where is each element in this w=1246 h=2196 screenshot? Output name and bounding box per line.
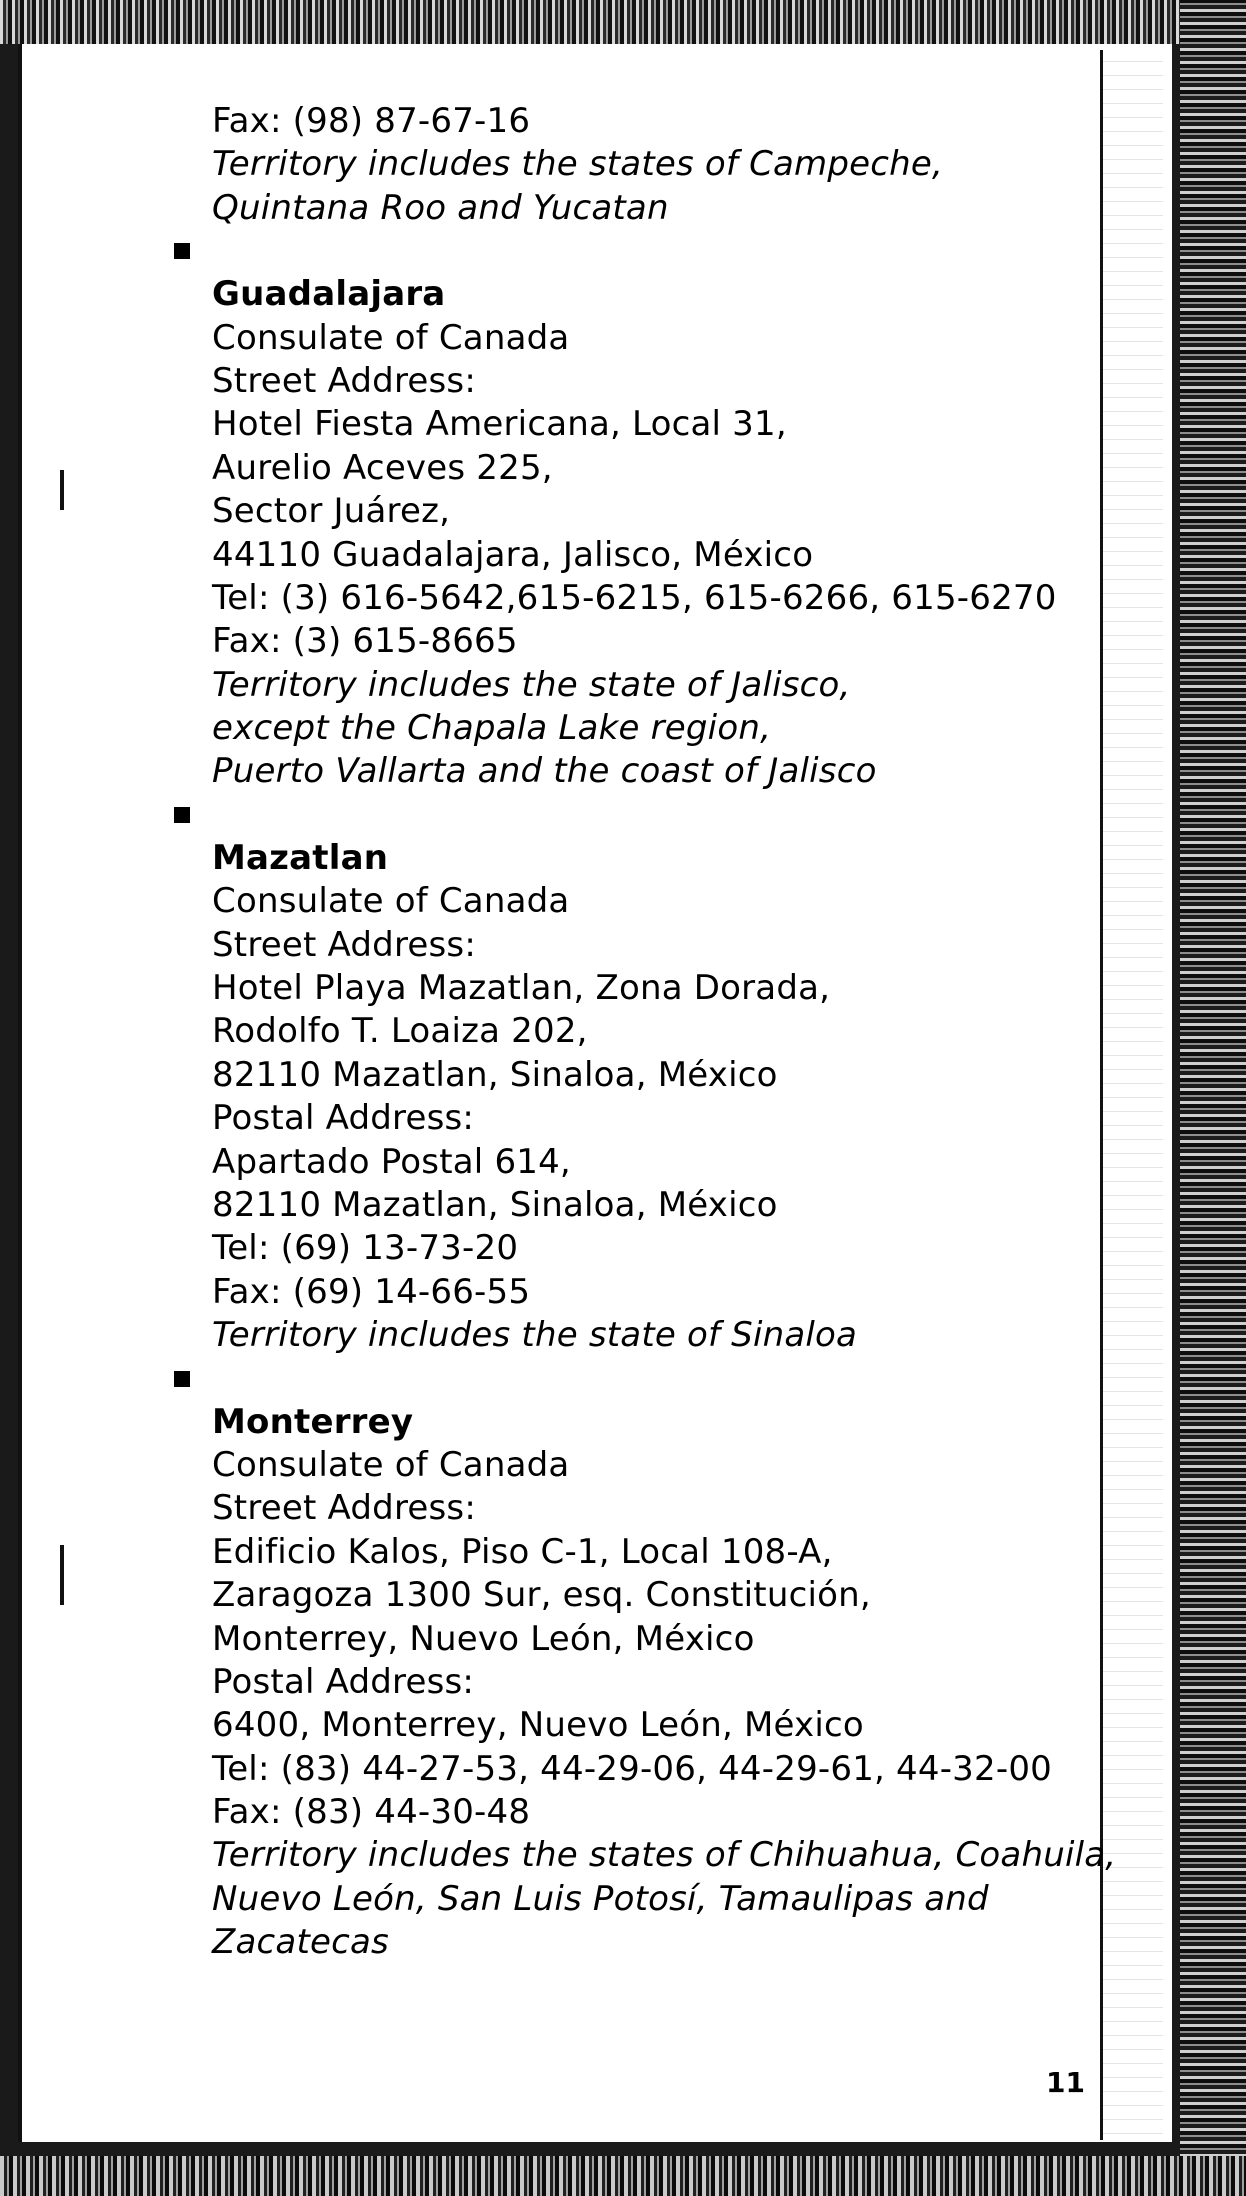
bullet-square-icon [174,243,190,259]
binding-mark [60,470,64,510]
territory-line: except the Chapala Lake region, [212,708,772,749]
city-heading: Monterrey [212,1401,414,1442]
territory-line: Territory includes the state of Sinaloa [212,1315,858,1356]
address-line: 82110 Mazatlan, Sinaloa, México [212,1054,778,1095]
scan-edge-right [1180,0,1246,2196]
address-line: 6400, Monterrey, Nuevo León, México [212,1705,864,1746]
territory-line: Zacatecas [212,1922,389,1963]
city-heading: Guadalajara [212,274,446,315]
address-line: Consulate of Canada [212,881,570,922]
territory-line: Territory includes the states of Campeche, [212,144,944,185]
address-line: Edificio Kalos, Piso C-1, Local 108-A, [212,1531,833,1572]
territory-line: Puerto Vallarta and the coast of Jalisco [212,751,877,792]
scan-edge-top [0,0,1246,44]
fax-line: Fax: (98) 87-67-16 [212,101,531,141]
address-line: Monterrey, Nuevo León, México [212,1618,755,1659]
address-line: Hotel Fiesta Americana, Local 31, [212,404,787,445]
tel-line: Tel: (69) 13-73-20 [212,1228,519,1269]
address-line: Hotel Playa Mazatlan, Zona Dorada, [212,968,831,1009]
fax-line: Fax: (69) 14-66-55 [212,1271,531,1312]
tel-line: Tel: (3) 616-5642,615-6215, 615-6266, 615-6270 [212,577,1057,618]
document-content [212,100,1117,1965]
address-line: Consulate of Canada [212,317,570,358]
address-line: Street Address: [212,360,476,401]
address-line: Street Address: [212,924,476,965]
page-number: 11 [1046,2066,1085,2099]
address-line: Aurelio Aceves 225, [212,447,553,488]
territory-line: Territory includes the state of Jalisco, [212,664,851,705]
fax-line: Fax: (3) 615-8665 [212,621,518,662]
scan-edge-bottom [0,2156,1246,2196]
bullet-square-icon [174,1371,190,1387]
consulate-guadalajara [212,273,1112,794]
address-line: 44110 Guadalajara, Jalisco, México [212,534,814,575]
territory-line: Territory includes the states of Chihuahua, Coahuila, [212,1835,1117,1876]
territory-line: Nuevo León, San Luis Potosí, Tamaulipas and [212,1878,989,1919]
intro-section [212,100,1112,230]
consulate-mazatlan [212,837,1112,1358]
address-line: Apartado Postal 614, [212,1141,571,1182]
binding-mark [60,1545,64,1605]
address-line: Consulate of Canada [212,1444,570,1485]
bullet-square-icon [174,807,190,823]
address-line: Zaragoza 1300 Sur, esq. Constitución, [212,1575,871,1616]
address-line: Sector Juárez, [212,491,451,532]
address-line: Street Address: [212,1488,476,1529]
address-line: Postal Address: [212,1661,475,1702]
consulate-monterrey [212,1401,1117,1965]
address-line: Rodolfo T. Loaiza 202, [212,1011,588,1052]
fax-line: Fax: (83) 44-30-48 [212,1792,531,1833]
territory-line: Quintana Roo and Yucatan [212,187,669,228]
city-heading: Mazatlan [212,837,389,878]
address-line: 82110 Mazatlan, Sinaloa, México [212,1184,778,1225]
tel-line: Tel: (83) 44-27-53, 44-29-06, 44-29-61, 44-32-00 [212,1748,1052,1789]
address-line: Postal Address: [212,1098,475,1139]
